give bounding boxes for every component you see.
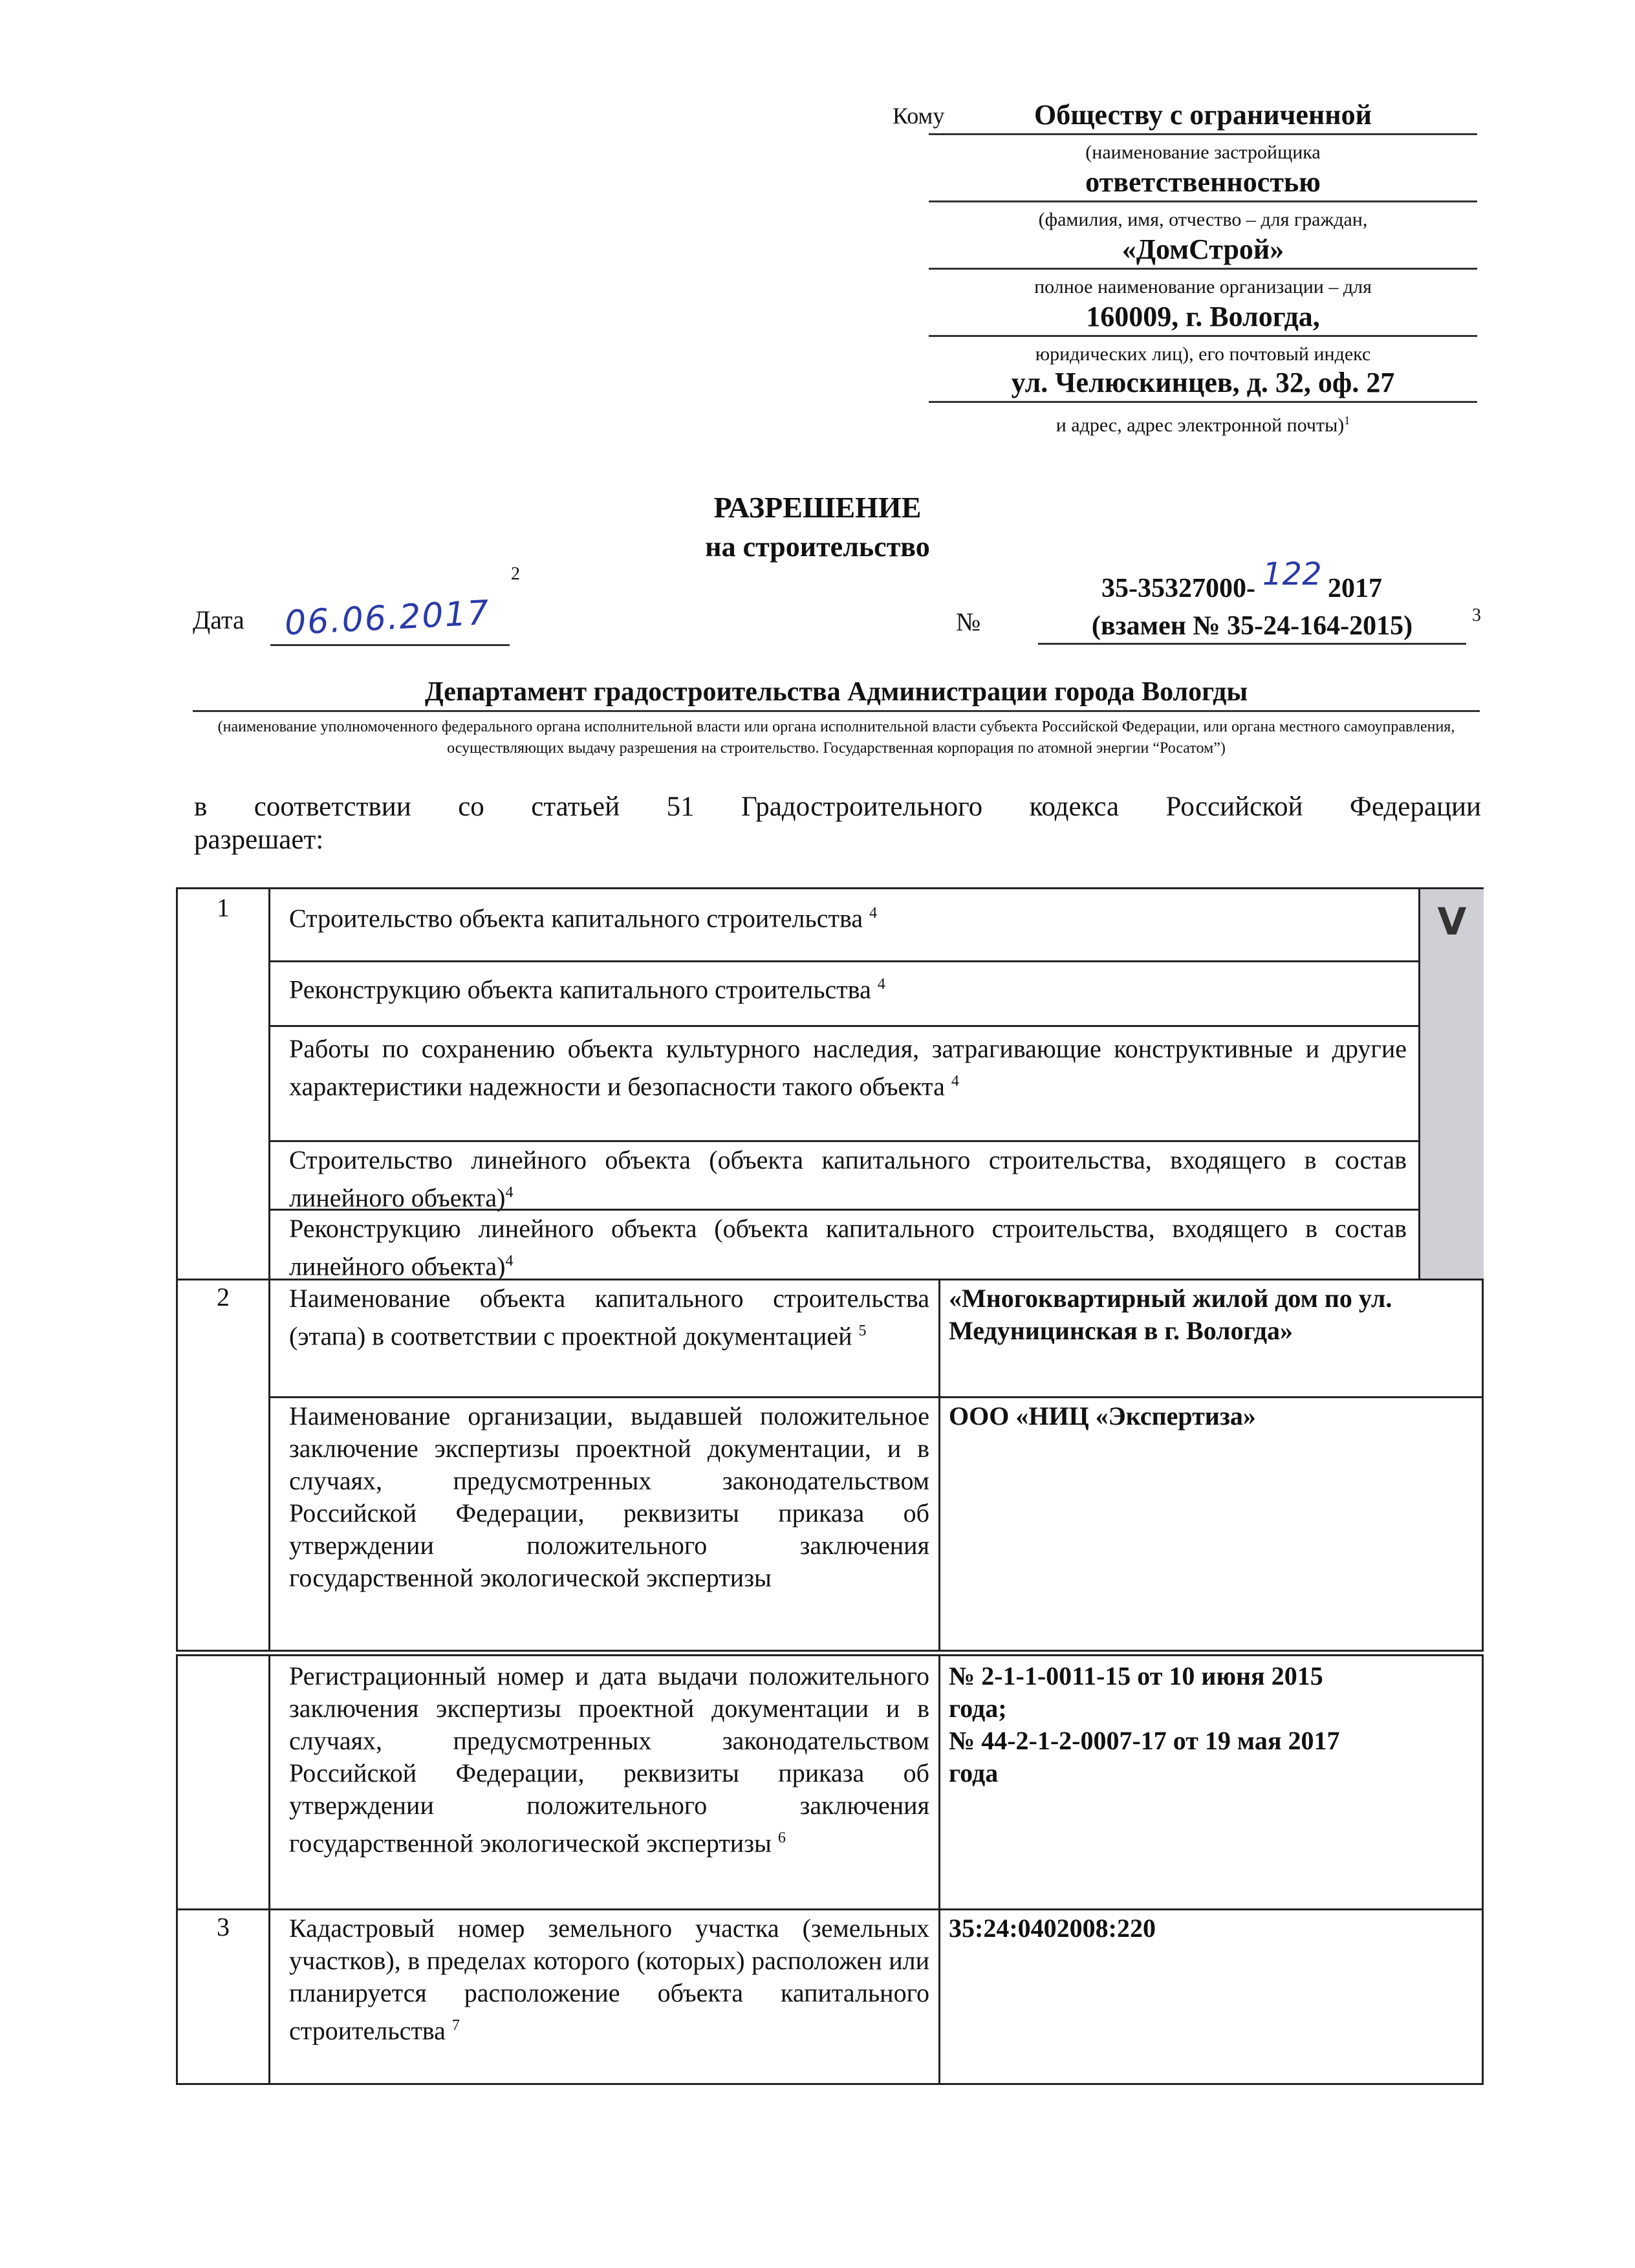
issuer-name: Департамент градостроительства Администрации города Вологды [193,674,1480,712]
addressee-caption-3: полное наименование организации – для [1034,276,1372,297]
number-footnote-mark: 3 [1472,605,1481,625]
permit-number: 35-35327000- 2017 [1101,574,1382,603]
addressee-line-1: Обществу с ограниченной [929,97,1477,135]
expertise-org-label: Наименование организации, выдавшей положительное заключение экспертизы проектной документации, и в случаях, предусмотренных законодательством Российской Федерации, реквизиты приказа об утверждении положительного заключения государственной экологической экспертизы [289,1401,929,1592]
expertise-org-value: ООО «НИЦ «Экспертиза» [949,1401,1256,1431]
section-number-2: 2 [217,1282,230,1312]
addressee-line-2: ответственностью [929,164,1477,202]
permit-replaces: (взамен № 35-24-164-2015) [1038,609,1466,645]
expertise-reg-label: Регистрационный номер и дата выдачи положительного заключения экспертизы проектной документации и в случаях, предусмотренных законодательством Российской Федерации, реквизиты приказа об утверждении положительного заключения государственной экологической экспертизы $^6$ [289,1661,929,1858]
permit-table-part-1 [176,887,1484,1652]
document-title: РАЗРЕШЕНИЕ [713,491,922,524]
date-value: 06.06.2017 [283,593,492,643]
checkbox-linear-reconstruction[interactable] [1418,1209,1484,1279]
permit-number-handwritten: 122 [1262,556,1322,592]
addressee-line-4: 160009, г. Вологда, [929,299,1477,337]
expertise-reg-value-1: № 2-1-1-0011-15 от 10 июня 2015 года; [949,1661,1323,1723]
expertise-reg-value-2: № 44-2-1-2-0007-17 от 19 мая 2017 года [949,1726,1340,1787]
number-label: № [956,607,981,636]
cadastral-label: Кадастровый номер земельного участка (земельных участков), в пределах которого (которых) расположен или планируется расположение объекта капитального строительства $^7$ [289,1914,929,2046]
komu-label: Кому [893,103,945,129]
option-linear-reconstruction: Реконструкцию линейного объекта (объекта капитального строительства, входящего в состав линейного объекта)$^4$ [289,1214,1407,1281]
addressee-line-3: «ДомСтрой» [929,232,1477,270]
intro-line-2: разрешает: [194,825,324,855]
row-divider [268,1396,1482,1398]
checkbox-cultural-heritage[interactable] [1418,1025,1484,1140]
intro-line-1: в соответствии со статьей 51 Градостроительного кодекса Российской Федерации [194,792,1481,822]
option-linear-construction: Строительство линейного объекта (объекта капитального строительства, входящего в состав линейного объекта)$^4$ [289,1145,1407,1213]
section-number-1: 1 [217,893,230,922]
addressee-caption-5: и адрес, адрес электронной почты)$^1$ [1056,414,1350,436]
checkbox-reconstruction[interactable] [1418,960,1484,1025]
row-divider [268,1140,1482,1142]
checkbox-construction[interactable] [1418,889,1484,960]
addressee-caption-1: (наименование застройщика [1085,142,1321,163]
col-divider-num [268,1656,270,2083]
col-divider-num [268,889,270,1650]
checkbox-linear-construction[interactable] [1418,1140,1484,1209]
issuer-caption: (наименование уполномоченного федерального органа исполнительной власти или органа исполнительной власти субъекта Российской Федерации, или органа местного самоуправления, осуществляющих выдачу разрешения на строительство. Государственная корпорация по атомной энергии “Росатом”) [217,718,1455,757]
row-divider [268,960,1482,962]
option-construction: Строительство объекта капитального строительства $^4$ [289,903,878,933]
object-name-value: «Многоквартирный жилой дом по ул. Медуницинская в г. Вологда» [949,1284,1392,1345]
option-reconstruction: Реконструкцию объекта капитального строительства $^4$ [289,975,885,1004]
object-name-label: Наименование объекта капитального строительства (этапа) в соответствии с проектной документацией $^5$ [289,1284,929,1351]
permit-table-part-2 [176,1654,1484,2085]
section-divider [178,1908,1482,1910]
check-mark: V [1437,900,1467,944]
date-footnote-mark: 2 [511,564,520,584]
option-cultural-heritage: Работы по сохранению объекта культурного наследия, затрагивающие конструктивные и другие характеристики надежности и безопасности такого объекта $^4$ [289,1034,1407,1101]
col-divider-value [938,1279,940,1650]
row-divider [268,1025,1482,1027]
date-label: Дата [193,605,244,634]
document-subtitle: на строительство [705,531,930,563]
addressee-line-5: ул. Челюскинцев, д. 32, оф. 27 [929,365,1477,403]
addressee-caption-4: юридических лиц), его почтовый индекс [1035,343,1371,365]
cadastral-value: 35:24:0402008:220 [949,1914,1156,1943]
col-divider-value [938,1656,940,2083]
section-number-3: 3 [217,1912,230,1941]
addressee-caption-2: (фамилия, имя, отчество – для граждан, [1038,209,1368,230]
